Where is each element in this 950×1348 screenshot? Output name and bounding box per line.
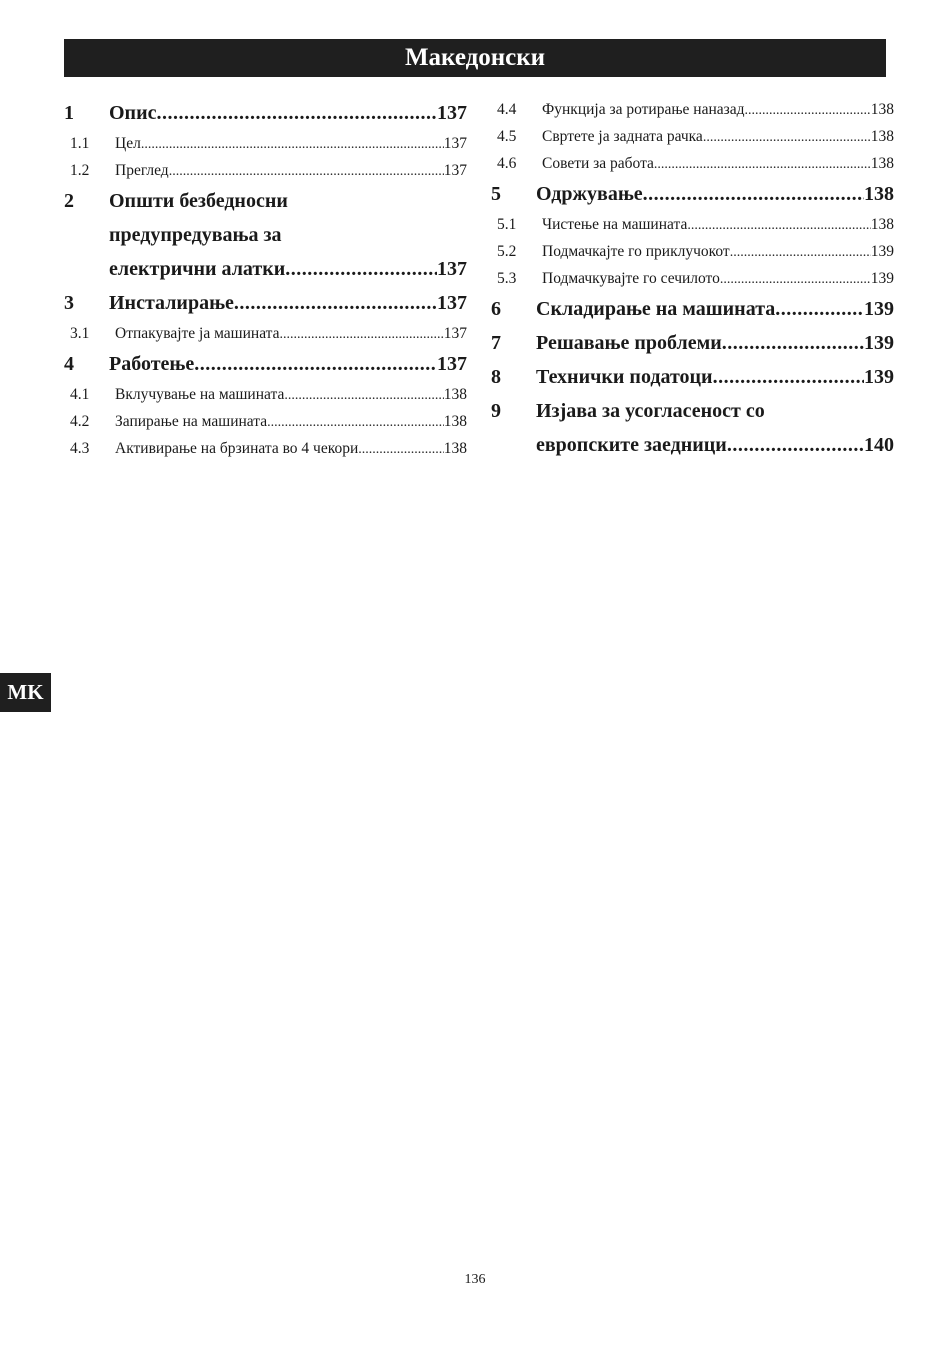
toc-entry-title: Складирање на машината bbox=[536, 298, 776, 320]
toc-entry-number: 5.3 bbox=[497, 270, 517, 287]
toc-entry-number: 8 bbox=[491, 366, 501, 388]
toc-entry-page: 137 bbox=[443, 162, 467, 179]
toc-entry-number: 5 bbox=[491, 183, 501, 205]
toc-right-column bbox=[491, 96, 894, 462]
toc-entry-title: Вклучување на машината bbox=[115, 386, 285, 403]
toc-leader-dots bbox=[141, 131, 444, 158]
toc-entry-number: 1.1 bbox=[70, 135, 90, 152]
toc-entry-page: 139 bbox=[870, 243, 894, 260]
toc-entry-9[interactable] bbox=[491, 394, 894, 462]
page-title: Македонски bbox=[64, 39, 886, 77]
toc-entry-page: 138 bbox=[870, 128, 894, 145]
toc-entry-number: 1.2 bbox=[70, 162, 90, 179]
toc-entry-5-2[interactable] bbox=[491, 238, 894, 265]
toc-entry-title: Подмачкувајте го сечилото bbox=[542, 270, 720, 287]
toc-entry-page: 139 bbox=[864, 366, 894, 388]
toc-entry-3[interactable] bbox=[64, 286, 467, 320]
toc-entry-page: 137 bbox=[437, 353, 467, 375]
toc-leader-dots bbox=[643, 177, 864, 211]
toc-entry-title: Решавање проблеми bbox=[536, 332, 722, 354]
toc-entry-title: Отпакувајте ја машината bbox=[115, 325, 280, 342]
toc-entry-title: Цел bbox=[115, 135, 141, 152]
toc-entry-title-line-2: предупредувања за bbox=[109, 224, 282, 246]
language-tab: MK bbox=[0, 673, 51, 712]
toc-entry-number: 2 bbox=[64, 190, 74, 212]
toc-entry-number: 4.6 bbox=[497, 155, 517, 172]
toc-entry-5-3[interactable] bbox=[491, 265, 894, 292]
toc-leader-dots bbox=[285, 252, 437, 286]
toc-entry-number: 4 bbox=[64, 353, 74, 375]
toc-entry-4-5[interactable] bbox=[491, 123, 894, 150]
toc-entry-number: 4.5 bbox=[497, 128, 517, 145]
toc-entry-title-line-2: европските заедници bbox=[536, 434, 727, 456]
toc-leader-dots bbox=[654, 151, 871, 178]
toc-leader-dots bbox=[745, 97, 871, 124]
toc-leader-dots bbox=[194, 347, 437, 381]
toc-entry-number: 9 bbox=[491, 400, 501, 422]
toc-entry-7[interactable] bbox=[491, 326, 894, 360]
toc-entry-number: 7 bbox=[491, 332, 501, 354]
toc-entry-number: 4.4 bbox=[497, 101, 517, 118]
toc-entry-number: 4.3 bbox=[70, 440, 90, 457]
toc-entry-8[interactable] bbox=[491, 360, 894, 394]
toc-entry-title: Технички податоци bbox=[536, 366, 713, 388]
toc-leader-dots bbox=[284, 382, 443, 409]
toc-entry-4-3[interactable] bbox=[64, 435, 467, 462]
toc-entry-title-line-3: електрични алатки bbox=[109, 258, 286, 280]
toc-entry-title: Подмачкајте го приклучокот bbox=[542, 243, 730, 260]
toc-entry-number: 4.2 bbox=[70, 413, 90, 430]
toc-entry-title: Опис bbox=[109, 102, 157, 124]
toc-entry-title-line-1: Општи безбедносни bbox=[109, 190, 288, 212]
toc-entry-title-line-1: Изјава за усогласеност со bbox=[536, 400, 765, 422]
toc-entry-page: 138 bbox=[864, 183, 894, 205]
toc-entry-5-1[interactable] bbox=[491, 211, 894, 238]
toc-leader-dots bbox=[156, 96, 437, 130]
toc-entry-2[interactable] bbox=[64, 184, 467, 286]
toc-entry-title: Чистење на машината bbox=[542, 216, 688, 233]
toc-entry-1-2[interactable] bbox=[64, 157, 467, 184]
toc-entry-page: 140 bbox=[864, 434, 894, 456]
toc-entry-page: 139 bbox=[870, 270, 894, 287]
toc-entry-number: 3.1 bbox=[70, 325, 90, 342]
toc-entry-number: 3 bbox=[64, 292, 74, 314]
toc-entry-title: Работење bbox=[109, 353, 195, 375]
toc-leader-dots bbox=[169, 158, 444, 185]
toc-entry-title: Функција за ротирање наназад bbox=[542, 101, 745, 118]
toc-entry-5[interactable] bbox=[491, 177, 894, 211]
toc-leader-dots bbox=[720, 266, 871, 293]
toc-leader-dots bbox=[358, 436, 443, 463]
toc-entry-title: Инсталирање bbox=[109, 292, 234, 314]
page-number: 136 bbox=[464, 1272, 486, 1287]
toc-entry-3-1[interactable] bbox=[64, 320, 467, 347]
toc-leader-dots bbox=[730, 239, 871, 266]
toc-entry-page: 137 bbox=[437, 102, 467, 124]
toc-entry-page: 138 bbox=[443, 386, 467, 403]
toc-entry-title: Совети за работа bbox=[542, 155, 654, 172]
toc-entry-page: 138 bbox=[870, 155, 894, 172]
toc-entry-page: 138 bbox=[870, 216, 894, 233]
toc-entry-page: 139 bbox=[864, 298, 894, 320]
toc-leader-dots bbox=[687, 212, 870, 239]
toc-left-column bbox=[64, 96, 467, 462]
toc-entry-1[interactable] bbox=[64, 96, 467, 130]
toc-leader-dots bbox=[267, 409, 444, 436]
toc-entry-page: 139 bbox=[864, 332, 894, 354]
toc-leader-dots bbox=[722, 326, 864, 360]
toc-entry-page: 138 bbox=[870, 101, 894, 118]
toc-entry-title: Запирање на машината bbox=[115, 413, 268, 430]
toc-leader-dots bbox=[713, 360, 864, 394]
toc-entry-4-1[interactable] bbox=[64, 381, 467, 408]
toc-entry-page: 137 bbox=[437, 258, 467, 280]
toc-entry-page: 137 bbox=[443, 135, 467, 152]
toc-leader-dots bbox=[280, 321, 444, 348]
toc-entry-title: Активирање на брзината во 4 чекори bbox=[115, 440, 359, 457]
toc-entry-6[interactable] bbox=[491, 292, 894, 326]
toc-entry-number: 5.2 bbox=[497, 243, 517, 260]
toc-entry-number: 6 bbox=[491, 298, 501, 320]
toc-entry-1-1[interactable] bbox=[64, 130, 467, 157]
toc-entry-4-2[interactable] bbox=[64, 408, 467, 435]
toc-leader-dots bbox=[775, 292, 864, 326]
toc-entry-number: 4.1 bbox=[70, 386, 90, 403]
toc-entry-number: 5.1 bbox=[497, 216, 517, 233]
toc-leader-dots bbox=[703, 124, 871, 151]
toc-entry-page: 137 bbox=[443, 325, 467, 342]
toc-leader-dots bbox=[727, 428, 864, 462]
toc-entry-title: Преглед bbox=[115, 162, 169, 179]
toc-entry-page: 137 bbox=[437, 292, 467, 314]
toc-entry-page: 138 bbox=[443, 440, 467, 457]
toc-entry-number: 1 bbox=[64, 102, 74, 124]
toc-entry-title: Свртете ја задната рачка bbox=[542, 128, 703, 145]
toc-entry-4[interactable] bbox=[64, 347, 467, 381]
toc-entry-title: Одржување bbox=[536, 183, 643, 205]
toc-entry-4-4[interactable] bbox=[491, 96, 894, 123]
toc-leader-dots bbox=[234, 286, 437, 320]
toc-entry-page: 138 bbox=[443, 413, 467, 430]
toc-entry-4-6[interactable] bbox=[491, 150, 894, 177]
